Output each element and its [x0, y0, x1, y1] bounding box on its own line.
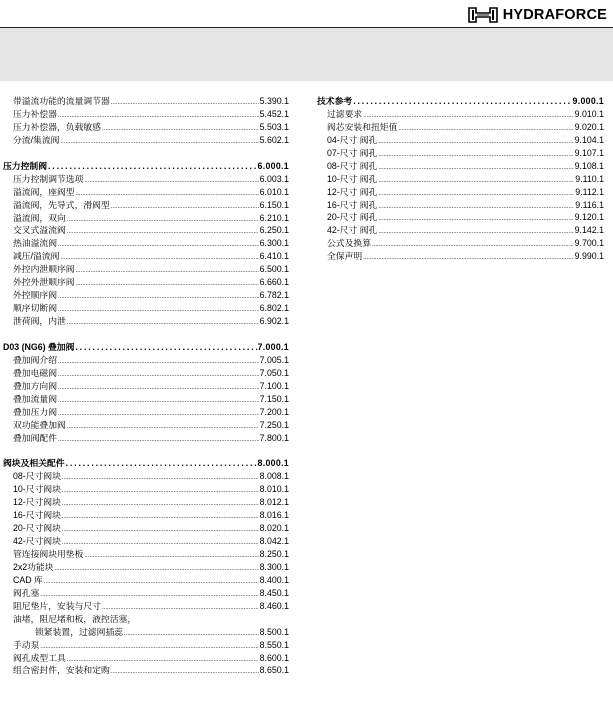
toc-entry[interactable]	[317, 160, 604, 173]
toc-entry-page: 8.450.1	[259, 587, 289, 598]
toc-entry[interactable]	[317, 250, 604, 263]
toc-entry[interactable]	[3, 263, 289, 276]
toc-entry-label: 带溢流功能的流量调节器	[13, 96, 110, 106]
toc-section	[317, 95, 604, 263]
toc-entry-label: 压力控制调节选项	[13, 173, 84, 184]
toc-entry-page: 9.000.1	[572, 96, 604, 106]
hydraforce-h-logo-icon	[467, 6, 499, 24]
toc-entry-label: 12-尺寸 阀孔	[327, 186, 378, 197]
toc-entry-page: 6.003.1	[259, 173, 289, 184]
toc-entry[interactable]	[3, 367, 289, 380]
toc-entry-page: 8.016.1	[259, 510, 289, 521]
toc-entry-page: 9.110.1	[575, 173, 604, 184]
toc-entry-label: 公式及换算	[327, 238, 371, 249]
toc-entry[interactable]	[3, 95, 289, 108]
toc-entry[interactable]	[3, 302, 289, 315]
toc-entry[interactable]	[317, 121, 604, 134]
brand-logo	[467, 4, 607, 26]
toc-entry-page: 9.700.1	[574, 238, 604, 249]
dot-leader	[48, 160, 257, 173]
toc-entry-page: 7.100.1	[259, 380, 289, 391]
toc-entry-label: 外控顺序阀	[13, 290, 57, 301]
dot-leader	[363, 250, 573, 265]
toc-entry-page: 9.112.1	[575, 186, 604, 197]
toc-entry[interactable]	[3, 315, 289, 328]
toc-entry[interactable]	[3, 289, 289, 302]
toc-section-heading[interactable]	[3, 160, 289, 173]
toc-entry-label: 10-尺寸 阀孔	[327, 173, 378, 184]
toc-entry-page: 7.050.1	[259, 367, 289, 378]
toc-entry-label: 溢流阀，双向	[13, 212, 66, 223]
toc-entry[interactable]	[3, 224, 289, 237]
toc-entry[interactable]	[3, 173, 289, 186]
toc-entry-label: 12-尺寸阀块	[13, 497, 61, 508]
toc-entry-label: 叠加方向阀	[13, 380, 57, 391]
toc-entry[interactable]	[317, 211, 604, 224]
toc-entry-label: 04-尺寸 阀孔	[327, 134, 378, 145]
toc-entry-label: 20-尺寸阀块	[13, 523, 61, 534]
toc-entry-page: 8.460.1	[259, 600, 289, 611]
toc-right-column	[317, 95, 604, 263]
toc-entry-label: 08-尺寸 阀孔	[327, 160, 378, 171]
toc-entry-page: 9.116.1	[575, 199, 604, 210]
toc-entry-label: 管连接阀块用垫板	[13, 549, 84, 559]
toc-entry-page: 6.782.1	[259, 290, 289, 301]
toc-entry-label: 压力控制阀	[3, 160, 47, 171]
toc-entry-page: 6.250.1	[259, 225, 289, 236]
toc-entry-label: 油堵，阻尼堵和板，液控活塞，	[13, 613, 137, 624]
toc-entry-label: 分流/集流阀	[13, 134, 60, 145]
toc-entry-page: 5.390.1	[259, 96, 289, 106]
toc-entry-label: 外控外泄顺序阀	[13, 277, 75, 288]
toc-section-heading[interactable]	[317, 95, 604, 108]
toc-entry-page: 6.000.1	[257, 160, 289, 171]
toc-entry-label: 2x2功能块	[13, 561, 54, 572]
toc-entry[interactable]	[317, 173, 604, 186]
toc-entry-page: 9.104.1	[574, 134, 604, 145]
toc-entry-label: 过滤要求	[327, 108, 363, 119]
dot-leader	[66, 457, 257, 470]
toc-entry-page: 9.107.1	[574, 147, 604, 158]
toc-entry[interactable]	[3, 121, 289, 134]
toc-entry[interactable]	[317, 224, 604, 237]
toc-entry-label: 阀孔成型工具	[13, 652, 66, 663]
toc-entry-label: 42-尺寸阀块	[13, 536, 61, 547]
toc-entry-label: 手动泵	[13, 639, 40, 650]
toc-entry-label: 阀块及相关配件	[3, 458, 65, 469]
toc-entry[interactable]	[3, 108, 289, 121]
toc-entry[interactable]	[3, 664, 289, 677]
toc-entry-page: 8.600.1	[259, 652, 289, 663]
toc-entry-label: 泄荷阀，内泄	[13, 316, 66, 326]
toc-entry[interactable]	[3, 432, 289, 445]
toc-entry[interactable]	[317, 186, 604, 199]
toc-entry[interactable]	[3, 548, 289, 561]
toc-entry[interactable]	[3, 237, 289, 250]
toc-entry-label: 交叉式溢流阀	[13, 225, 66, 236]
toc-entry-label: 阻尼垫片，安装与尺寸	[13, 600, 101, 611]
toc-left-column	[3, 95, 289, 677]
toc-entry-page: 6.802.1	[259, 303, 289, 314]
toc-entry-page: 8.008.1	[259, 471, 289, 482]
toc-entry[interactable]	[317, 134, 604, 147]
toc-entry-page: 6.410.1	[259, 251, 289, 262]
toc-entry-label: CAD 库	[13, 574, 43, 585]
toc-entry-page: 7.005.1	[259, 354, 289, 365]
toc-entry-label: 溢流阀，先导式，滑阀型	[13, 199, 110, 210]
toc-entry-label: 叠加阀配件	[13, 432, 57, 443]
dot-leader	[102, 600, 259, 615]
toc-section-heading[interactable]	[3, 457, 289, 470]
toc-entry[interactable]	[3, 186, 289, 199]
toc-entry-page: 7.250.1	[259, 419, 289, 430]
toc-section	[3, 160, 289, 328]
toc-entry-page: 8.550.1	[259, 639, 289, 650]
toc-entry[interactable]	[3, 587, 289, 600]
toc-entry-label: 16-尺寸阀块	[13, 510, 61, 521]
dot-leader	[353, 95, 571, 108]
toc-entry-page: 7.150.1	[259, 393, 289, 404]
toc-entry-page: 9.010.1	[574, 108, 604, 119]
toc-entry-label: 减压/溢流阀	[13, 251, 60, 262]
toc-entry-label: 阀芯安装和扭矩值	[327, 121, 398, 132]
toc-entry-page: 8.250.1	[259, 549, 289, 559]
toc-entry-label: 10-尺寸阀块	[13, 484, 61, 495]
toc-entry[interactable]	[3, 496, 289, 509]
dot-leader	[60, 134, 258, 149]
toc-section	[3, 457, 289, 677]
toc-entry-label: 20-尺寸 阀孔	[327, 212, 378, 223]
toc-entry-page: 5.602.1	[259, 134, 289, 145]
toc-entry[interactable]	[3, 574, 289, 587]
toc-entry[interactable]	[3, 483, 289, 496]
dot-leader	[58, 432, 259, 447]
dot-leader	[111, 664, 259, 679]
toc-entry-page: 7.800.1	[259, 432, 289, 443]
toc-entry[interactable]	[3, 199, 289, 212]
toc-entry-label: 顺序切断阀	[13, 303, 57, 314]
header-band	[0, 28, 613, 81]
toc-entry-page: 9.020.1	[574, 121, 604, 132]
toc-entry[interactable]	[317, 237, 604, 250]
toc-entry[interactable]	[3, 212, 289, 225]
toc-entry[interactable]	[3, 639, 289, 652]
toc-entry-label: 技术参考	[317, 96, 353, 106]
toc-entry-label: 压力补偿器，负载敏感	[13, 121, 101, 132]
toc-entry-page: 7.200.1	[259, 406, 289, 417]
toc-entry[interactable]	[317, 147, 604, 160]
toc-entry[interactable]	[3, 419, 289, 432]
toc-entry-label: 双功能叠加阀	[13, 419, 66, 430]
toc-entry-label: 外控内泄顺序阀	[13, 264, 75, 275]
toc-entry-label: 压力补偿器	[13, 108, 57, 119]
toc-entry-page: 6.150.1	[259, 199, 289, 210]
toc-entry-label: 叠加阀介绍	[13, 354, 57, 365]
toc-entry-page: 6.300.1	[259, 238, 289, 249]
toc-entry-label: 热油溢流阀	[13, 238, 57, 249]
toc-entry[interactable]	[3, 509, 289, 522]
toc-entry-page: 6.010.1	[259, 186, 289, 197]
toc-entry-page: 6.210.1	[259, 212, 289, 223]
toc-entry-page: 8.400.1	[259, 574, 289, 585]
toc-entry-page: 9.990.1	[574, 251, 604, 262]
toc-entry-label: 叠加压力阀	[13, 406, 57, 417]
toc-entry-page: 6.902.1	[259, 316, 289, 326]
toc-entry-page: 6.660.1	[259, 277, 289, 288]
toc-entry-label: 组合密封件，安装和定购	[13, 665, 110, 676]
toc-entry[interactable]	[3, 470, 289, 483]
toc-section	[3, 341, 289, 445]
toc-entry[interactable]	[3, 134, 289, 147]
toc-entry-label: 阀孔塞	[13, 587, 40, 598]
toc-entry-page: 9.142.1	[574, 225, 604, 236]
toc-entry-label: D03 (NG6) 叠加阀	[3, 341, 75, 352]
toc-entry[interactable]	[3, 354, 289, 367]
toc-entry-page: 8.010.1	[259, 484, 289, 495]
toc-entry-page: 8.500.1	[259, 626, 289, 637]
toc-entry-label: 叠加电磁阀	[13, 367, 57, 378]
toc-entry-label: 全保声明	[327, 251, 363, 262]
toc-section	[3, 95, 289, 147]
toc-entry-page: 8.000.1	[257, 458, 289, 469]
toc-entry[interactable]	[3, 276, 289, 289]
toc-entry-page: 5.452.1	[259, 108, 289, 119]
toc-entry-page: 5.503.1	[259, 121, 289, 132]
toc-entry-label: 锁紧装置，过滤网插蕊	[35, 626, 123, 637]
toc-entry-label: 溢流阀，座阀型	[13, 186, 75, 197]
toc-entry-page: 9.120.1	[574, 212, 604, 223]
toc-entry[interactable]	[3, 561, 289, 574]
toc-entry[interactable]	[3, 522, 289, 535]
toc-entry-label: 07-尺寸 阀孔	[327, 147, 378, 158]
toc-entry[interactable]	[3, 250, 289, 263]
toc-entry-page: 6.500.1	[259, 264, 289, 275]
toc-entry-page: 9.108.1	[574, 160, 604, 171]
toc-entry[interactable]	[317, 108, 604, 121]
toc-entry-label: 08-尺寸阀块	[13, 471, 61, 482]
toc-section-heading[interactable]	[3, 341, 289, 354]
toc-entry-label: 叠加流量阀	[13, 393, 57, 404]
toc-entry[interactable]	[3, 380, 289, 393]
toc-entry-page: 8.042.1	[259, 536, 289, 547]
toc-entry[interactable]	[3, 626, 289, 639]
dot-leader	[67, 315, 259, 330]
toc-entry-page: 8.012.1	[259, 497, 289, 508]
dot-leader	[75, 341, 256, 354]
toc-entry-page: 8.300.1	[259, 561, 289, 572]
toc-entry-label: 42-尺寸 阀孔	[327, 225, 378, 236]
toc-entry[interactable]	[3, 535, 289, 548]
toc-entry-label: 16-尺寸 阀孔	[327, 199, 378, 210]
toc-entry-page: 7.000.1	[257, 341, 289, 352]
toc-entry-page: 8.650.1	[259, 665, 289, 676]
toc-entry-page: 8.020.1	[259, 523, 289, 534]
toc-entry[interactable]	[317, 199, 604, 212]
toc-entry[interactable]	[3, 406, 289, 419]
toc-entry[interactable]	[3, 393, 289, 406]
brand-name: HYDRAFORCE	[502, 7, 607, 23]
